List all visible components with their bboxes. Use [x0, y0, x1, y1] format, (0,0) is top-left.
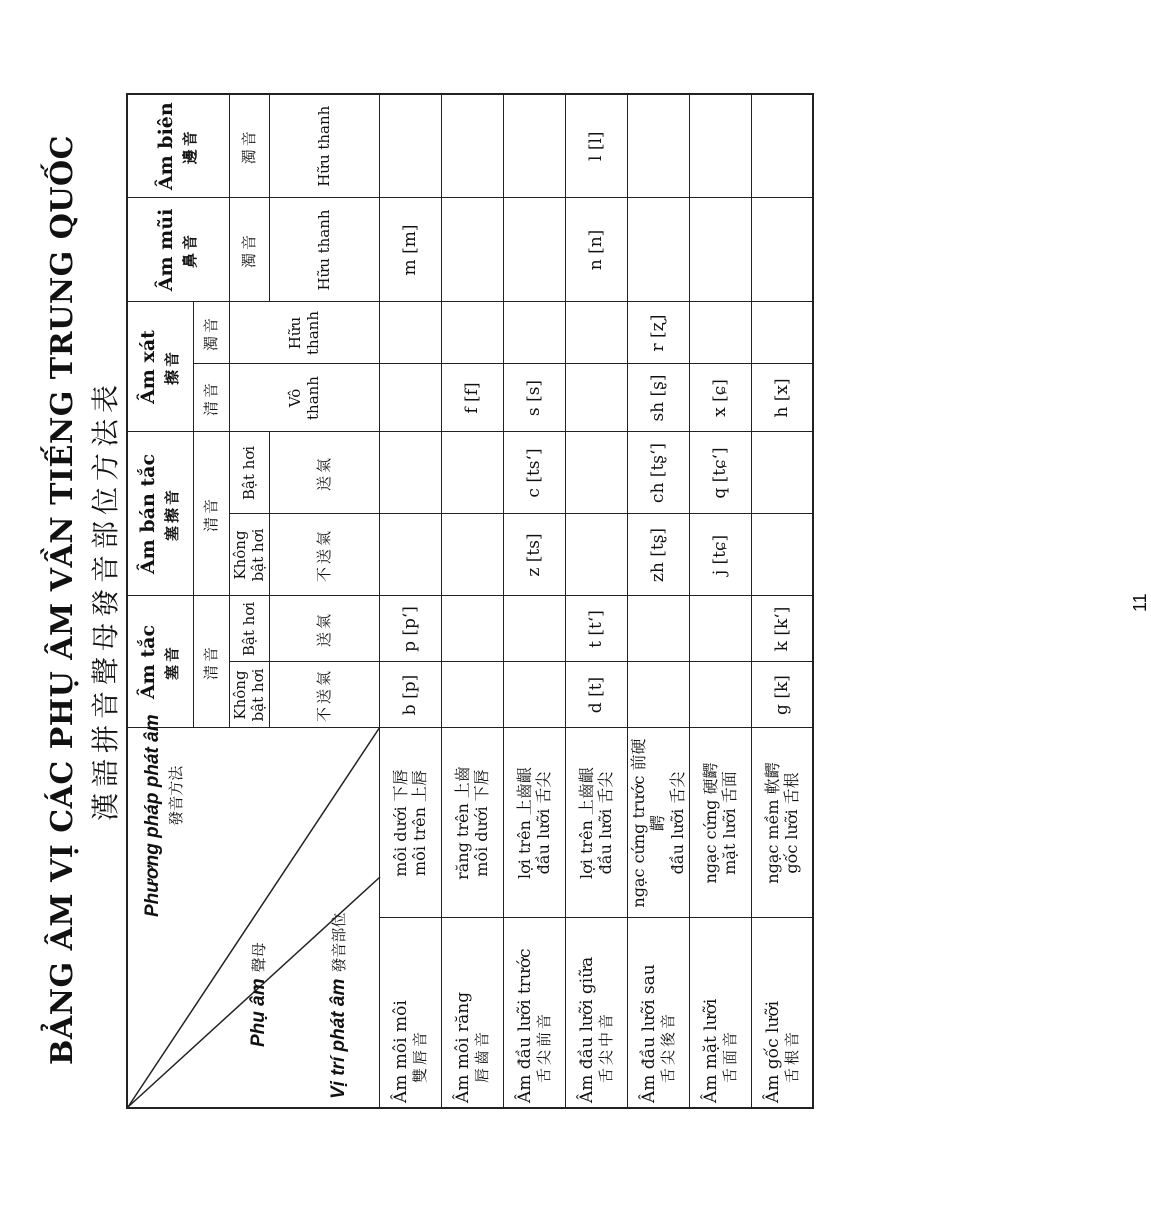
place-upper: ngạc mềm 軟齶 — [762, 762, 782, 884]
table-row — [441, 94, 503, 1108]
consonant-cell — [503, 662, 565, 728]
stop-aspirated: Bật hơi — [229, 596, 269, 662]
row-name: Âm đầu lưỡi sau — [638, 964, 659, 1103]
row-name-zh: 舌尖後音 — [659, 1010, 678, 1083]
consonant-cell — [751, 514, 813, 596]
row-name: Âm mặt lưỡi — [700, 998, 721, 1103]
method-label: Phương pháp phát âm 發音方法 — [142, 714, 185, 917]
row-name-zh: 舌尖中音 — [597, 1010, 616, 1083]
consonant-cell — [565, 432, 627, 514]
consonant-cell — [441, 514, 503, 596]
consonant-cell — [689, 662, 751, 728]
row-name: Âm môi răng — [452, 991, 473, 1103]
row-header — [627, 918, 689, 1108]
row-name-zh: 舌尖前音 — [535, 1010, 554, 1083]
table-row — [689, 94, 751, 1108]
consonant-cell — [751, 94, 813, 198]
consonant-cell — [565, 364, 627, 432]
consonant-cell — [627, 198, 689, 302]
affricate-unaspirated: Không bật hơi — [229, 514, 269, 596]
consonant-cell — [751, 302, 813, 364]
group-fricative: Âm xát 擦音 — [127, 302, 193, 432]
table-row — [751, 94, 813, 1108]
articulation-place — [503, 728, 565, 918]
row-header — [689, 918, 751, 1108]
consonant-cell: j [tɕ] — [689, 514, 751, 596]
consonant-cell: l [l] — [565, 94, 627, 198]
fricative-voiced: 濁音 — [193, 302, 229, 364]
place-upper: lợi trên 上齒齦 — [514, 767, 534, 879]
stop-unaspirated: Không bật hơi — [229, 662, 269, 728]
consonant-cell: m [m] — [379, 198, 441, 302]
consonant-cell: z [ts] — [503, 514, 565, 596]
row-name: Âm đầu lưỡi giữa — [576, 956, 597, 1103]
place-lower: môi trên 上唇 — [410, 770, 429, 876]
consonant-cell: f [f] — [441, 364, 503, 432]
consonant-cell — [441, 198, 503, 302]
group-affricate: Âm bán tắc 塞擦音 — [127, 432, 193, 596]
consonant-cell — [379, 94, 441, 198]
place-upper: răng trên 上齒 — [452, 766, 472, 880]
fricative-huu-thanh: Hữu thanh — [229, 302, 379, 364]
row-name: Âm môi môi — [390, 1000, 411, 1103]
consonant-cell — [627, 596, 689, 662]
consonant-cell — [689, 94, 751, 198]
articulation-place — [441, 728, 503, 918]
consonant-cell — [441, 302, 503, 364]
consonant-cell — [441, 94, 503, 198]
fricative-voiceless: 清音 — [193, 364, 229, 432]
group-nasal: Âm mũi 鼻音 — [127, 198, 229, 302]
row-header — [379, 918, 441, 1108]
consonant-cell: b [p] — [379, 662, 441, 728]
place-upper: lợi trên 上齒齦 — [576, 767, 596, 879]
consonant-cell — [689, 596, 751, 662]
stop-aspirated-zh: 送氣 — [269, 596, 379, 662]
consonant-cell — [751, 198, 813, 302]
consonant-cell — [379, 514, 441, 596]
place-lower: gốc lưỡi 舌根 — [781, 772, 801, 874]
place-upper: môi dưới 下唇 — [390, 769, 410, 877]
place-lower: đầu lưỡi 舌尖 — [596, 771, 615, 875]
row-header — [565, 918, 627, 1108]
consonant-cell: g [k] — [751, 662, 813, 728]
consonant-cell — [379, 364, 441, 432]
consonant-cell — [379, 432, 441, 514]
consonant-cell: ch [tʂʻ] — [627, 432, 689, 514]
consonant-cell — [503, 302, 565, 364]
table-row — [503, 94, 565, 1108]
consonant-cell — [503, 596, 565, 662]
place-upper: ngạc cứng 硬齶 — [700, 762, 720, 884]
row-header — [441, 918, 503, 1108]
row-name-zh: 舌根音 — [782, 1028, 801, 1083]
group-stop: Âm tắc 塞音 — [127, 596, 193, 728]
consonant-cell: q [tɕʻ] — [689, 432, 751, 514]
consonant-cell — [503, 94, 565, 198]
articulation-place — [565, 728, 627, 918]
consonant-cell — [627, 94, 689, 198]
place-lower: môi dưới 下唇 — [472, 769, 491, 877]
place-lower: đầu lưỡi 舌尖 — [534, 771, 553, 875]
row-header — [503, 918, 565, 1108]
title-vietnamese: BẢNG ÂM VỊ CÁC PHỤ ÂM VẦN TIẾNG TRUNG QUỐC — [45, 134, 80, 1066]
consonant-cell: zh [tʂ] — [627, 514, 689, 596]
consonant-cell: r [ʐ] — [627, 302, 689, 364]
row-name-zh: 舌面音 — [721, 1028, 740, 1083]
stop-voiceless: 清音 — [193, 596, 229, 728]
consonant-cell: x [ɕ] — [689, 364, 751, 432]
nasal-huu-thanh: Hữu thanh — [269, 198, 379, 302]
consonant-cell — [565, 514, 627, 596]
corner-header — [127, 714, 379, 1108]
row-name-zh: 雙唇音 — [411, 1028, 430, 1083]
consonant-cell — [441, 662, 503, 728]
initial-label: Phụ âm聲母 — [248, 942, 269, 1047]
row-header — [751, 918, 813, 1108]
affricate-aspirated: Bật hơi — [229, 432, 269, 514]
consonant-cell — [751, 432, 813, 514]
lateral-voiced: 濁音 — [229, 94, 269, 198]
stop-unaspirated-zh: 不送氣 — [269, 662, 379, 728]
consonant-table — [126, 93, 814, 1109]
consonant-cell: n [n] — [565, 198, 627, 302]
consonant-cell: p [pʻ] — [379, 596, 441, 662]
affricate-voiceless: 清音 — [193, 432, 229, 596]
place-lower: mặt lưỡi 舌面 — [720, 771, 739, 875]
consonant-cell: sh [ʂ] — [627, 364, 689, 432]
consonant-cell: d [t] — [565, 662, 627, 728]
consonant-cell — [379, 302, 441, 364]
affricate-aspirated-zh: 送氣 — [269, 432, 379, 514]
affricate-unaspirated-zh: 不送氣 — [269, 514, 379, 596]
table-row — [379, 94, 441, 1108]
articulation-place — [689, 728, 751, 918]
consonant-cell: t [tʻ] — [565, 596, 627, 662]
row-name: Âm gốc lưỡi — [762, 1000, 783, 1103]
page-number: 11 — [1130, 593, 1150, 612]
consonant-cell — [689, 302, 751, 364]
consonant-cell — [503, 198, 565, 302]
place-upper: ngạc cứng trước 前硬齶 — [629, 738, 668, 908]
table-row — [627, 94, 689, 1108]
consonant-cell: k [kʻ] — [751, 596, 813, 662]
row-name-zh: 唇齒音 — [473, 1028, 492, 1083]
consonant-cell — [565, 302, 627, 364]
title-chinese: 漢語拼音聲母發音部位方法表 — [89, 379, 122, 822]
table-row — [565, 94, 627, 1108]
row-name: Âm đầu lưỡi trước — [514, 948, 535, 1103]
consonant-cell — [441, 596, 503, 662]
consonant-cell: s [s] — [503, 364, 565, 432]
place-label: Vị trí phát âm發音部位 — [328, 912, 349, 1099]
articulation-place — [379, 728, 441, 918]
consonant-cell — [627, 662, 689, 728]
articulation-place — [751, 728, 813, 918]
place-lower: đầu lưỡi 舌尖 — [667, 771, 687, 875]
group-lateral: Âm biên 邊音 — [127, 94, 229, 198]
fricative-vo-thanh: Vô thanh — [229, 364, 379, 432]
consonant-cell: h [x] — [751, 364, 813, 432]
consonant-cell — [689, 198, 751, 302]
consonant-cell — [441, 432, 503, 514]
nasal-voiced: 濁音 — [229, 198, 269, 302]
lateral-huu-thanh: Hữu thanh — [269, 94, 379, 198]
consonant-cell: c [tsʻ] — [503, 432, 565, 514]
articulation-place — [627, 728, 689, 918]
